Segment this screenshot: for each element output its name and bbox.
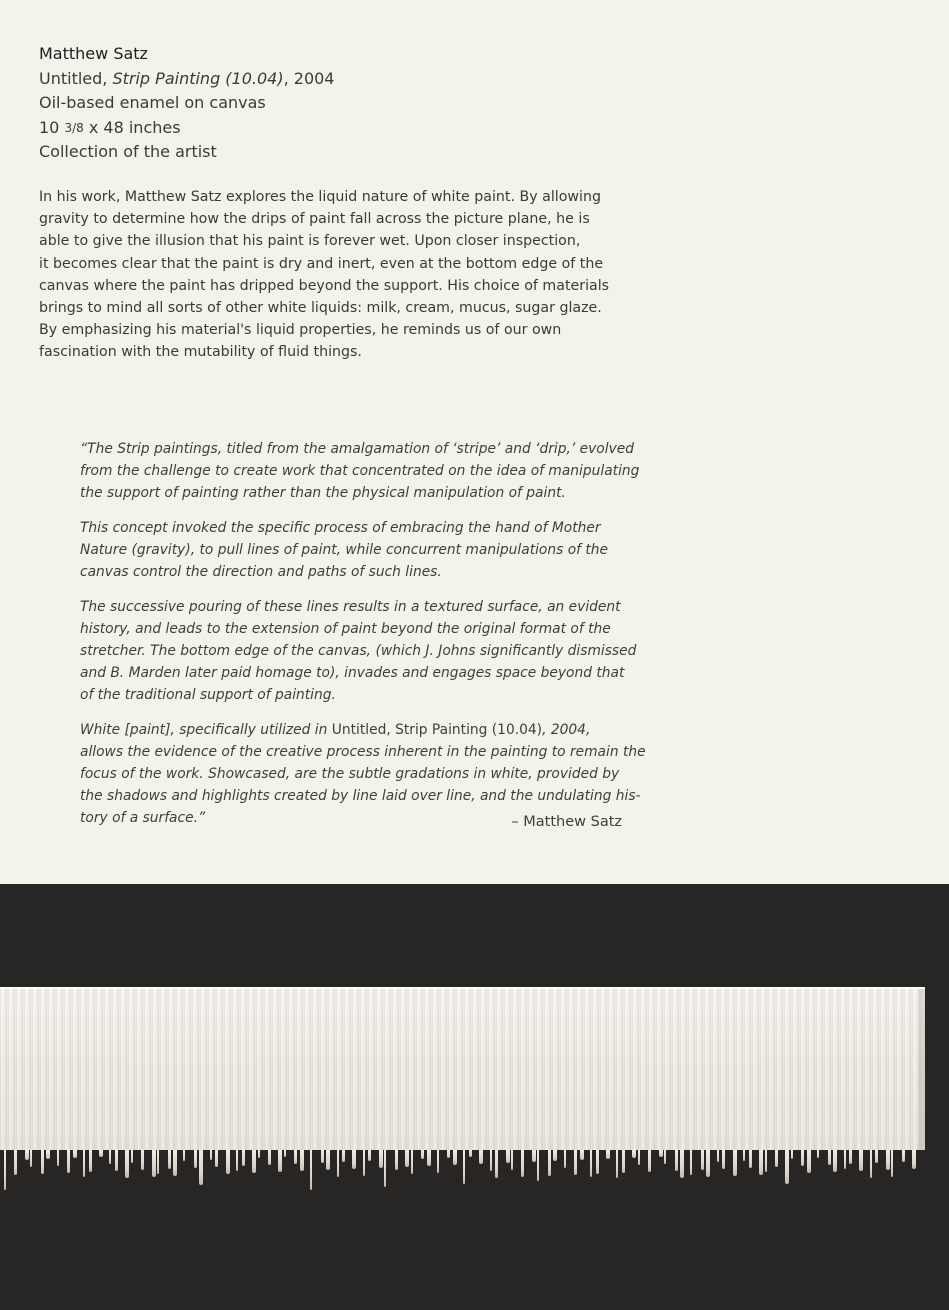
dimensions-prefix: 10 [39, 117, 65, 137]
paint-drip [141, 1150, 144, 1170]
paint-drip [548, 1150, 551, 1176]
quote-attribution: – Matthew Satz [511, 814, 622, 830]
paint-drip [648, 1150, 651, 1172]
paint-drip [337, 1150, 339, 1177]
title-italic: Strip Painting (10.04) [112, 68, 284, 88]
paint-drip [453, 1150, 457, 1165]
artwork-description [39, 186, 629, 364]
quote-paragraph-2: This concept invoked the specific process of embracing the hand of Mother Nature (gravity), to pull lines of paint, while concurrent manipulations of the canvas control the direction and paths of such lines. [80, 519, 609, 580]
paint-drip [490, 1150, 492, 1171]
paint-drip [300, 1150, 304, 1171]
paint-drip [690, 1150, 692, 1175]
paint-drip [173, 1150, 177, 1176]
paint-drip [817, 1150, 819, 1158]
paint-drip [749, 1150, 752, 1168]
paint-drip [183, 1150, 185, 1161]
paint-drip [294, 1150, 297, 1164]
paint-drip [210, 1150, 212, 1160]
paint-drip [30, 1150, 32, 1167]
quote-paragraph-3: The successive pouring of these lines results in a textured surface, an evident history, and leads to the extension of paint beyond the original format of the stretcher. The bottom edge of the canvas, (which J. Johns significantly dismissed and B. Marden later paid homage to), invades and engages space beyond that of the traditional support of painting. [80, 598, 637, 703]
artwork-title [39, 67, 639, 92]
paint-drip [506, 1150, 510, 1163]
white-strip-painting [0, 987, 925, 1150]
paint-drip [759, 1150, 763, 1175]
paint-drip [833, 1150, 837, 1172]
paint-drip [258, 1150, 260, 1158]
paint-drip [875, 1150, 878, 1163]
paint-drip [743, 1150, 745, 1161]
artwork-dimensions [39, 116, 639, 141]
strip-top-highlight [0, 987, 925, 989]
paint-drip [701, 1150, 704, 1170]
paint-drip [511, 1150, 513, 1170]
paint-drip [236, 1150, 238, 1171]
title-year: , 2004 [283, 68, 335, 88]
paint-drip [553, 1150, 557, 1161]
paint-drip [785, 1150, 789, 1184]
paint-drip [421, 1150, 424, 1159]
paint-drip [469, 1150, 472, 1157]
paint-drip [659, 1150, 663, 1157]
paint-drip [859, 1150, 863, 1171]
paint-drip [891, 1150, 893, 1177]
paint-drips [0, 1150, 925, 1204]
artwork-medium: Oil-based enamel on canvas [39, 93, 266, 112]
paint-drip [886, 1150, 890, 1170]
paint-drip [902, 1150, 905, 1162]
paint-drip [25, 1150, 29, 1160]
paint-drip [405, 1150, 409, 1167]
paint-drip [199, 1150, 203, 1185]
paint-drip [194, 1150, 197, 1168]
paint-drip [521, 1150, 524, 1177]
paint-drip [765, 1150, 767, 1172]
paint-drip [14, 1150, 17, 1175]
paint-drip [828, 1150, 831, 1165]
paint-drip [537, 1150, 539, 1181]
paint-drip [479, 1150, 483, 1164]
paint-drip [675, 1150, 678, 1171]
paint-drip [849, 1150, 852, 1164]
paint-drip [168, 1150, 171, 1169]
paint-drip [310, 1150, 312, 1190]
paint-drip [638, 1150, 640, 1165]
paint-drip [427, 1150, 431, 1166]
paint-drip [447, 1150, 450, 1158]
title-prefix: Untitled, [39, 68, 113, 88]
paint-drip [564, 1150, 566, 1168]
paint-drip [580, 1150, 584, 1160]
paint-drip [791, 1150, 793, 1159]
paint-drip [368, 1150, 371, 1161]
artist-quote [80, 438, 665, 842]
paint-drip [57, 1150, 59, 1166]
paint-drip [268, 1150, 271, 1165]
paint-drip [363, 1150, 365, 1176]
quote-paragraph-1: “The Strip paintings, titled from the amalgamation of ‘stripe’ and ‘drip,’ evolved from the challenge to create work that concentrated on the idea of manipulating the support of painting rather than the physical manipulation of paint. [80, 440, 640, 501]
paint-drip [4, 1150, 6, 1190]
paint-drip [115, 1150, 118, 1171]
paint-drip [73, 1150, 77, 1158]
paint-drip [46, 1150, 50, 1159]
paint-drip [912, 1150, 916, 1169]
paint-drip [632, 1150, 636, 1158]
paint-drip [278, 1150, 282, 1172]
paint-drip [411, 1150, 413, 1174]
paint-drip [379, 1150, 383, 1168]
paint-drip [622, 1150, 625, 1173]
paint-drip [226, 1150, 230, 1174]
paint-drip [83, 1150, 85, 1177]
paint-drip [574, 1150, 577, 1175]
paint-drip [532, 1150, 536, 1162]
paint-drip [463, 1150, 465, 1184]
paint-drip [342, 1150, 345, 1162]
paint-drip [733, 1150, 737, 1176]
artwork-collection: Collection of the artist [39, 142, 217, 161]
dimensions-suffix: x 48 inches [83, 117, 181, 137]
paint-drip [495, 1150, 498, 1178]
paint-drip [67, 1150, 70, 1173]
quote-paragraph-4-title: Untitled, Strip Painting (10.04) [331, 721, 543, 738]
paint-drip [384, 1150, 386, 1187]
paint-drip [590, 1150, 592, 1177]
paint-drip [157, 1150, 159, 1174]
paint-drip [109, 1150, 111, 1164]
paint-drip [252, 1150, 256, 1173]
paint-drip [616, 1150, 618, 1178]
paint-drip [717, 1150, 719, 1162]
paint-drip [152, 1150, 156, 1177]
paint-drip [775, 1150, 778, 1167]
paint-drip [606, 1150, 610, 1159]
paint-drip [664, 1150, 666, 1164]
paint-drip [99, 1150, 103, 1157]
dimensions-fraction: 3/8 [64, 120, 84, 135]
paint-drip [395, 1150, 398, 1170]
paint-drip [437, 1150, 439, 1173]
paint-drip [131, 1150, 133, 1163]
paint-drip [801, 1150, 804, 1166]
paint-drip [284, 1150, 286, 1157]
paint-drip [215, 1150, 218, 1167]
paint-drip [596, 1150, 599, 1174]
paint-drip [844, 1150, 846, 1169]
paint-drip [807, 1150, 811, 1173]
paint-drip [680, 1150, 684, 1178]
quote-paragraph-4-start: White [paint], specifically utilized in [80, 721, 332, 738]
paint-drip [352, 1150, 356, 1169]
quote-paragraph-4-rest: , 2004, allows the evidence of the creative process inherent in the painting to remain the focus of the work. Showcased, are the subtle gradations in white, provided by the shadows and highlights created by line laid over line, and the undulating his- tory of a surface.” [80, 721, 646, 826]
description-paragraph: In his work, Matthew Satz explores the liquid nature of white paint. By allowing gravity to determine how the drips of paint fall across the picture plane, he is able to give the illusion that his paint is forever wet. Upon closer inspection, it becomes clear that the paint is dry and inert, even at the bottom edge of the canvas where the paint has dripped beyond the support. His choice of materials brings to mind all sorts of other white liquids: milk, cream, mucus, sugar glaze. By emphasizing his material's liquid properties, he reminds us of our own fascination with the mutability of fluid things. [39, 189, 610, 361]
paint-drip [89, 1150, 92, 1172]
artwork-photo [0, 884, 949, 1310]
paint-drip [321, 1150, 324, 1163]
paint-drip [706, 1150, 710, 1177]
paint-drip [242, 1150, 245, 1166]
paint-drip [125, 1150, 129, 1178]
artist-name: Matthew Satz [39, 44, 148, 63]
paint-drip [870, 1150, 872, 1178]
paint-drip [326, 1150, 330, 1170]
artwork-label [39, 42, 639, 165]
paint-drip [722, 1150, 725, 1169]
paint-drip [41, 1150, 44, 1174]
